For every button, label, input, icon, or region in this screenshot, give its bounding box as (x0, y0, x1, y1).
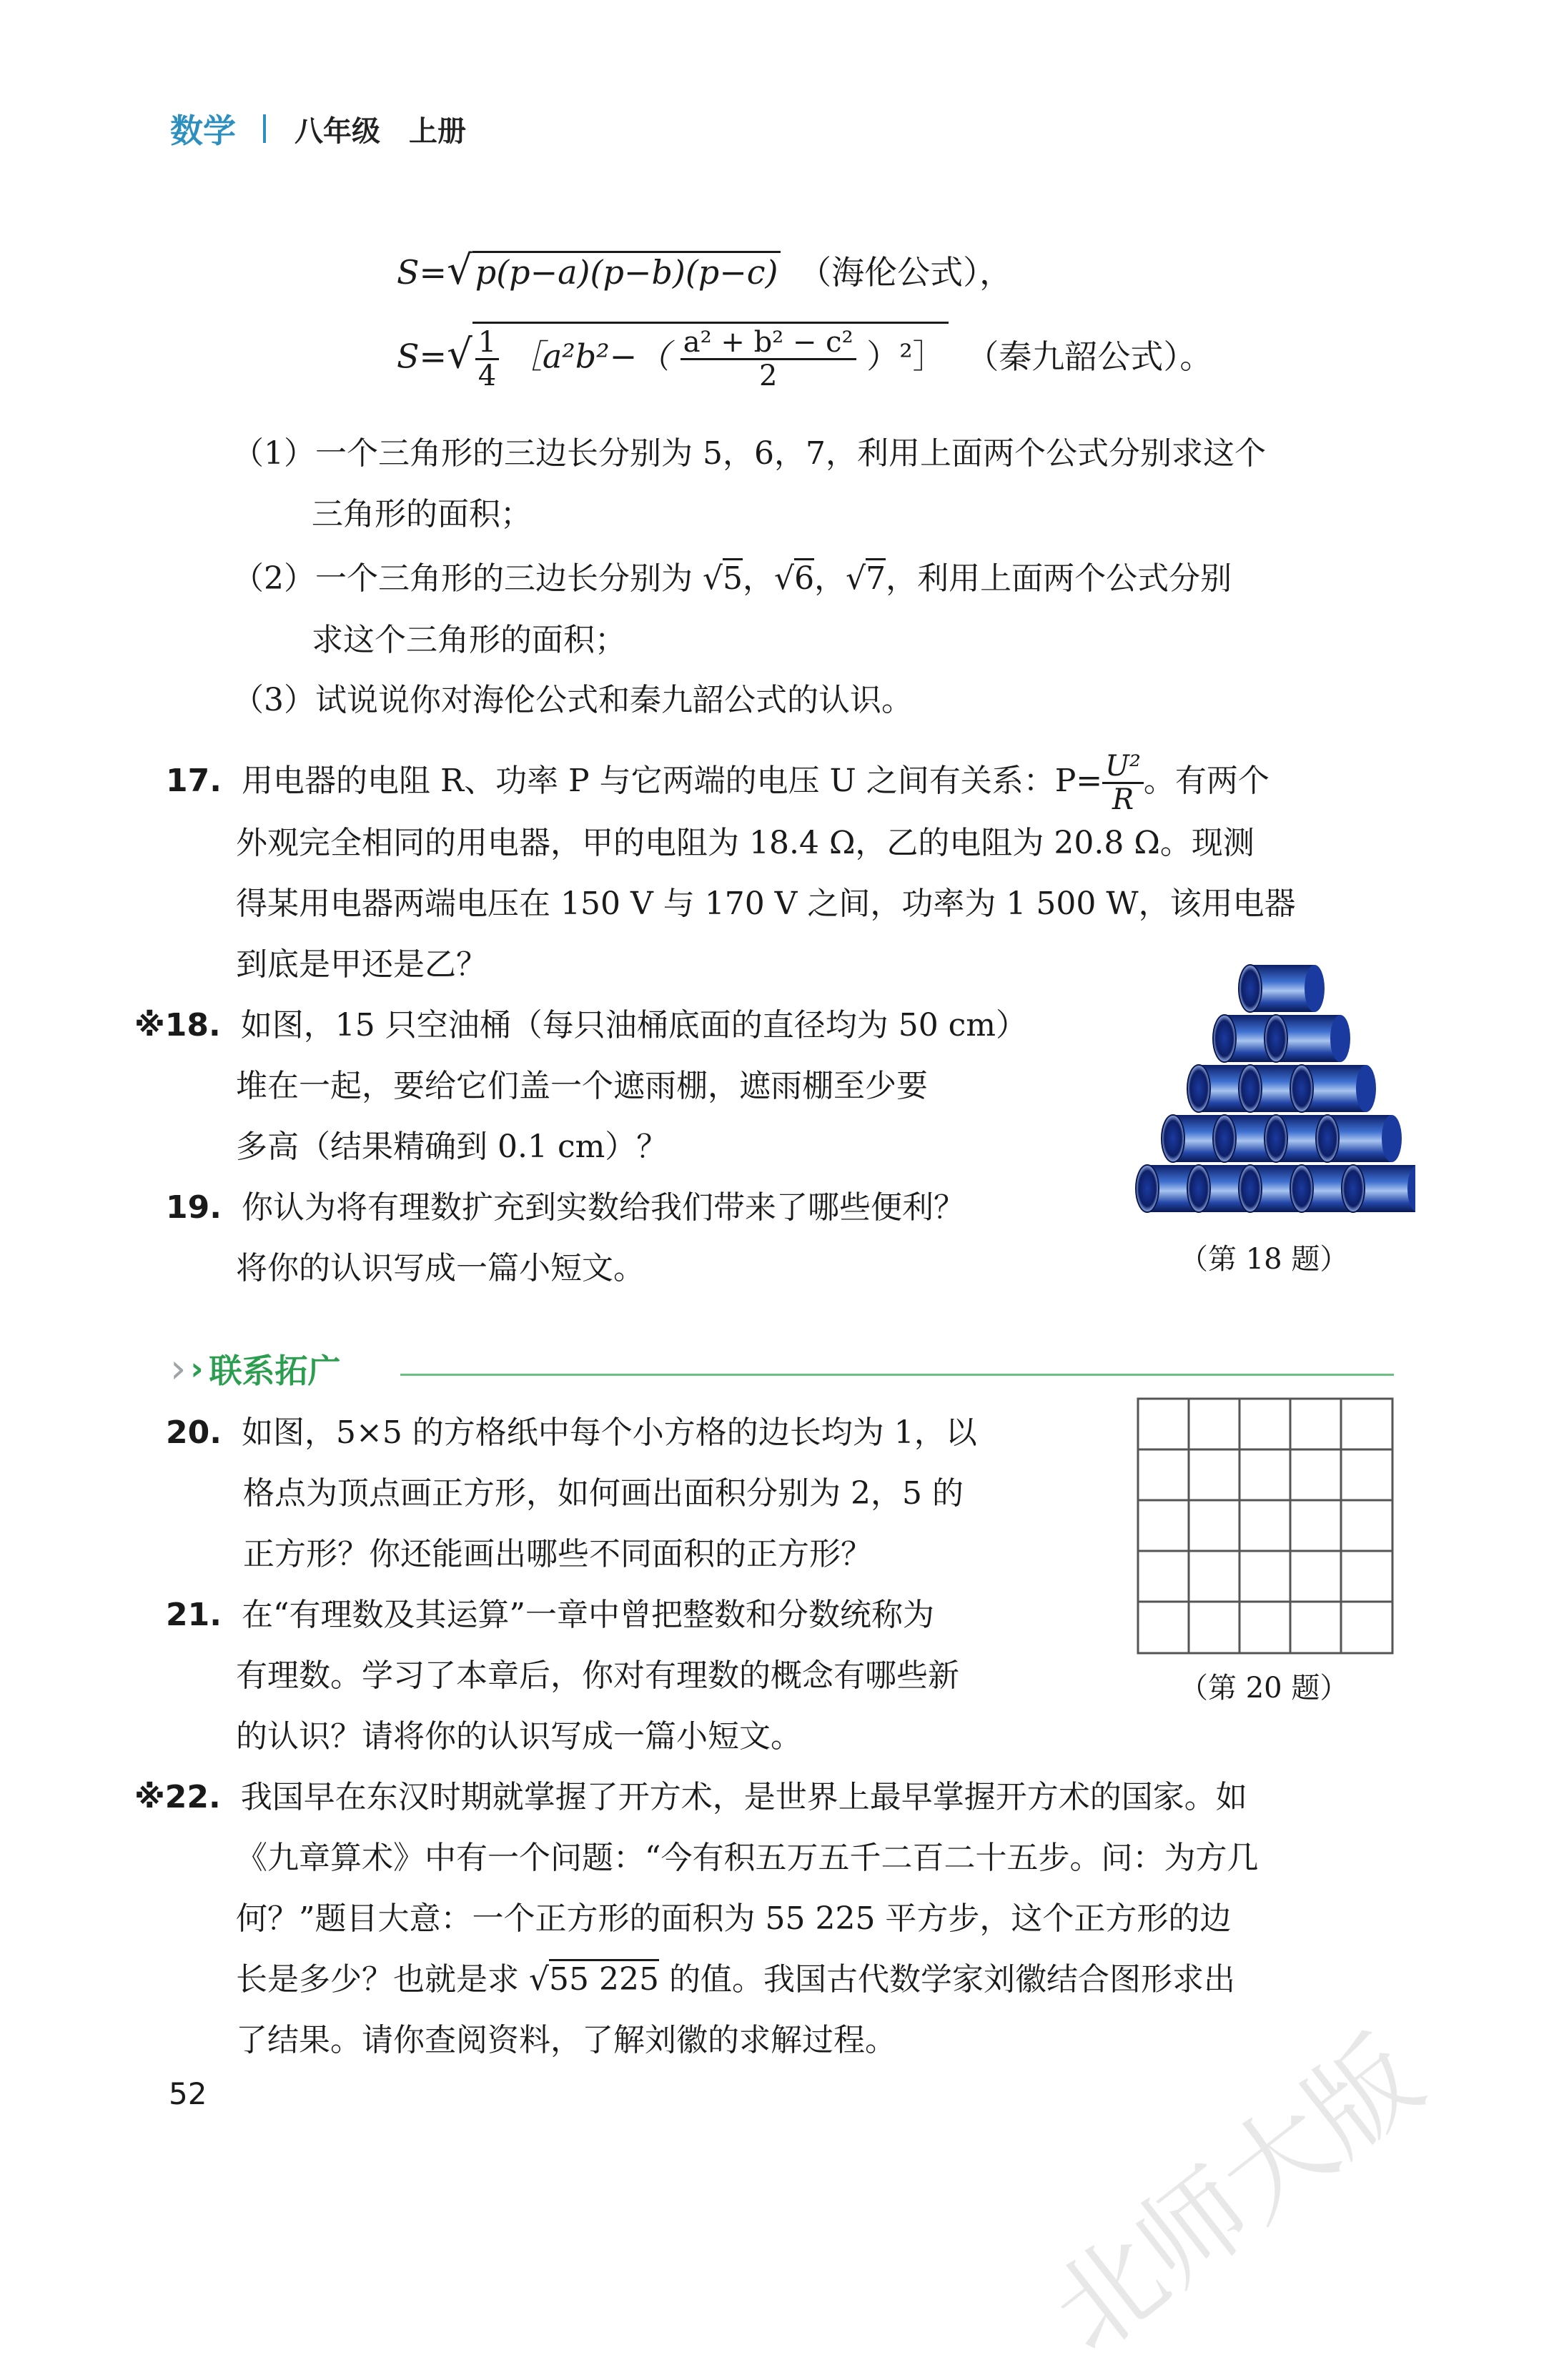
q18-line2: 堆在一起，要给它们盖一个遮雨棚，遮雨棚至少要 (236, 1068, 928, 1104)
q17-line4: 到底是甲还是乙？ (236, 946, 488, 983)
grade-label: 八年级 (295, 114, 380, 148)
radicand-6: 6 (794, 558, 814, 597)
drum-front-end (1213, 1115, 1236, 1162)
page-number: 52 (169, 2076, 207, 2111)
q22-text4-post: 的值。我国古代数学家刘徽结合图形求出 (659, 1961, 1236, 1998)
q19-line1 (166, 1186, 965, 1229)
q22-text4-pre: 长是多少？也就是求 (236, 1961, 529, 1998)
drum-front-end (1239, 1065, 1262, 1112)
q22-line5: 了结果。请你查阅资料，了解刘徽的求解过程。 (236, 2022, 896, 2058)
q17-number: 17. (166, 763, 222, 799)
power-numerator: U² (1102, 750, 1144, 784)
drum-front-end (1265, 1015, 1287, 1062)
q21-number: 21. (166, 1597, 222, 1633)
inner-numerator: a² + b² − c² (681, 327, 856, 360)
q20-line2: 格点为顶点画正方形，如何画出面积分别为 2，5 的 (243, 1475, 964, 1512)
q21-text1: 在“有理数及其运算”一章中曾把整数和分数统称为 (241, 1597, 934, 1633)
drum-front-end (1290, 1165, 1313, 1212)
q16-part1-line1: （1）一个三角形的三边长分别为 5，6，7，利用上面两个公式分别求这个 (232, 435, 1266, 472)
qin-formula (397, 322, 1212, 392)
radical-sign: √ (774, 560, 795, 597)
radical-sign: √ (447, 247, 472, 294)
q20-number: 20. (166, 1414, 222, 1451)
drum-front-end (1213, 1015, 1236, 1062)
q22-number: ※22. (134, 1779, 221, 1815)
drum-front-end (1162, 1115, 1184, 1162)
q17-line1 (166, 750, 1270, 815)
fraction-denominator: 4 (477, 360, 497, 392)
q18-line3: 多高（结果精确到 0.1 cm）？ (236, 1129, 668, 1165)
q21-line2: 有理数。学习了本章后，你对有理数的概念有哪些新 (236, 1657, 959, 1694)
q22-line4 (236, 1958, 1235, 2001)
radicand-55225: 55 225 (549, 1959, 659, 1998)
header-divider (263, 114, 266, 143)
drum-front-end (1316, 1115, 1339, 1162)
heron-note: （海伦公式）， (798, 253, 1013, 292)
q19-number: 19. (166, 1189, 222, 1226)
drum-back-end (1382, 1115, 1402, 1162)
q19-line2: 将你的认识写成一篇小短文。 (236, 1250, 645, 1286)
drum-back-end (1356, 1065, 1376, 1112)
heron-lhs: S= (397, 253, 447, 292)
inner-fraction (681, 327, 856, 392)
qin-inner-right: ）²］ (866, 337, 946, 376)
figure-18-caption: （第 18 题） (1179, 1243, 1349, 1276)
radical-sign: √ (846, 560, 866, 597)
radicand-5: 5 (723, 558, 743, 597)
radical-sign: √ (702, 560, 723, 597)
q21-line1 (166, 1594, 934, 1637)
chevron-right-icon: › (190, 1350, 204, 1387)
radicand-7: 7 (866, 558, 886, 597)
volume-label: 上册 (409, 114, 466, 148)
drum-front-end (1290, 1065, 1313, 1112)
quarter-fraction (475, 327, 499, 392)
q16-part2-prefix: （2）一个三角形的三边长分别为 (232, 560, 703, 597)
section-header (170, 1344, 341, 1394)
q22-line3: 何？”题目大意：一个正方形的面积为 55 225 平方步，这个正方形的边 (236, 1900, 1232, 1937)
q18-text1: 如图，15 只空油桶（每只油桶底面的直径均为 50 cm） (240, 1007, 1028, 1043)
qin-inner-left: ［a²b²−（ (509, 337, 670, 376)
heron-formula (397, 247, 1012, 294)
drum-stack (1136, 965, 1415, 1212)
page-header (170, 107, 466, 150)
publisher-watermark: 北师大版 (1029, 2014, 1444, 2376)
q20-text1: 如图，5×5 的方格纸中每个小方格的边长均为 1，以 (241, 1414, 977, 1451)
oil-drums-figure (1115, 958, 1415, 1229)
chevron-right-icon: › (170, 1345, 187, 1392)
radical-sign: √ (529, 1961, 550, 1998)
section-title: 联系拓广 (209, 1352, 341, 1390)
drum-front-end (1187, 1165, 1210, 1212)
drum-front-end (1265, 1115, 1287, 1162)
drum-back-end (1330, 1015, 1350, 1062)
drum-front-end (1239, 1165, 1262, 1212)
drum-back-end (1305, 965, 1325, 1012)
q17-line2: 外观完全相同的用电器，甲的电阻为 18.4 Ω，乙的电阻为 20.8 Ω。现测 (236, 825, 1254, 861)
q16-part3: （3）试说说你对海伦公式和秦九韶公式的认识。 (232, 682, 913, 718)
power-fraction (1102, 750, 1144, 815)
q16-part2-line2: 求这个三角形的面积； (312, 622, 626, 658)
q16-part2-line1: （2）一个三角形的三边长分别为 √5，√6，√7，利用上面两个公式分别 (232, 557, 1232, 600)
heron-radicand: p(p−a)(p−b)(p−c) (475, 253, 778, 292)
fraction-numerator: 1 (475, 327, 499, 360)
q16-part2-suffix: ，利用上面两个公式分别 (886, 560, 1232, 597)
power-denominator: R (1112, 783, 1134, 816)
drum-front-end (1187, 1065, 1210, 1112)
drum-front-end (1342, 1165, 1365, 1212)
qin-note: （秦九韶公式）。 (966, 337, 1213, 376)
q17-text-pre: 用电器的电阻 R、功率 P 与它两端的电压 U 之间有关系：P= (241, 763, 1103, 799)
drum-front-end (1239, 965, 1262, 1012)
inner-denominator: 2 (758, 360, 778, 392)
q18-line1 (134, 1004, 1027, 1047)
q20-line1 (166, 1412, 977, 1454)
radical-sign: √ (447, 331, 472, 378)
subject-title: 数学 (170, 111, 236, 150)
q22-line1 (134, 1776, 1247, 1819)
grid-5x5-figure (1137, 1397, 1394, 1655)
qin-lhs: S= (397, 337, 447, 376)
q17-line3: 得某用电器两端电压在 150 V 与 170 V 之间，功率为 1 500 W，该用电器 (236, 886, 1296, 922)
q17-text-post: 。有两个 (1143, 763, 1270, 799)
q22-text1: 我国早在东汉时期就掌握了开方术，是世界上最早掌握开方术的国家。如 (240, 1779, 1247, 1815)
q18-number: ※18. (134, 1007, 221, 1043)
section-divider (400, 1374, 1394, 1376)
q21-line3: 的认识？请将你的认识写成一篇小短文。 (236, 1718, 802, 1755)
q19-text1: 你认为将有理数扩充到实数给我们带来了哪些便利？ (241, 1189, 965, 1226)
figure-20-caption: （第 20 题） (1179, 1672, 1349, 1705)
q22-line2: 《九章算术》中有一个问题：“今有积五万五千二百二十五步。问：为方几 (236, 1840, 1259, 1876)
q16-part1-line2: 三角形的面积； (312, 496, 532, 532)
drum-front-end (1136, 1165, 1159, 1212)
q20-line3: 正方形？你还能画出哪些不同面积的正方形？ (243, 1536, 872, 1572)
